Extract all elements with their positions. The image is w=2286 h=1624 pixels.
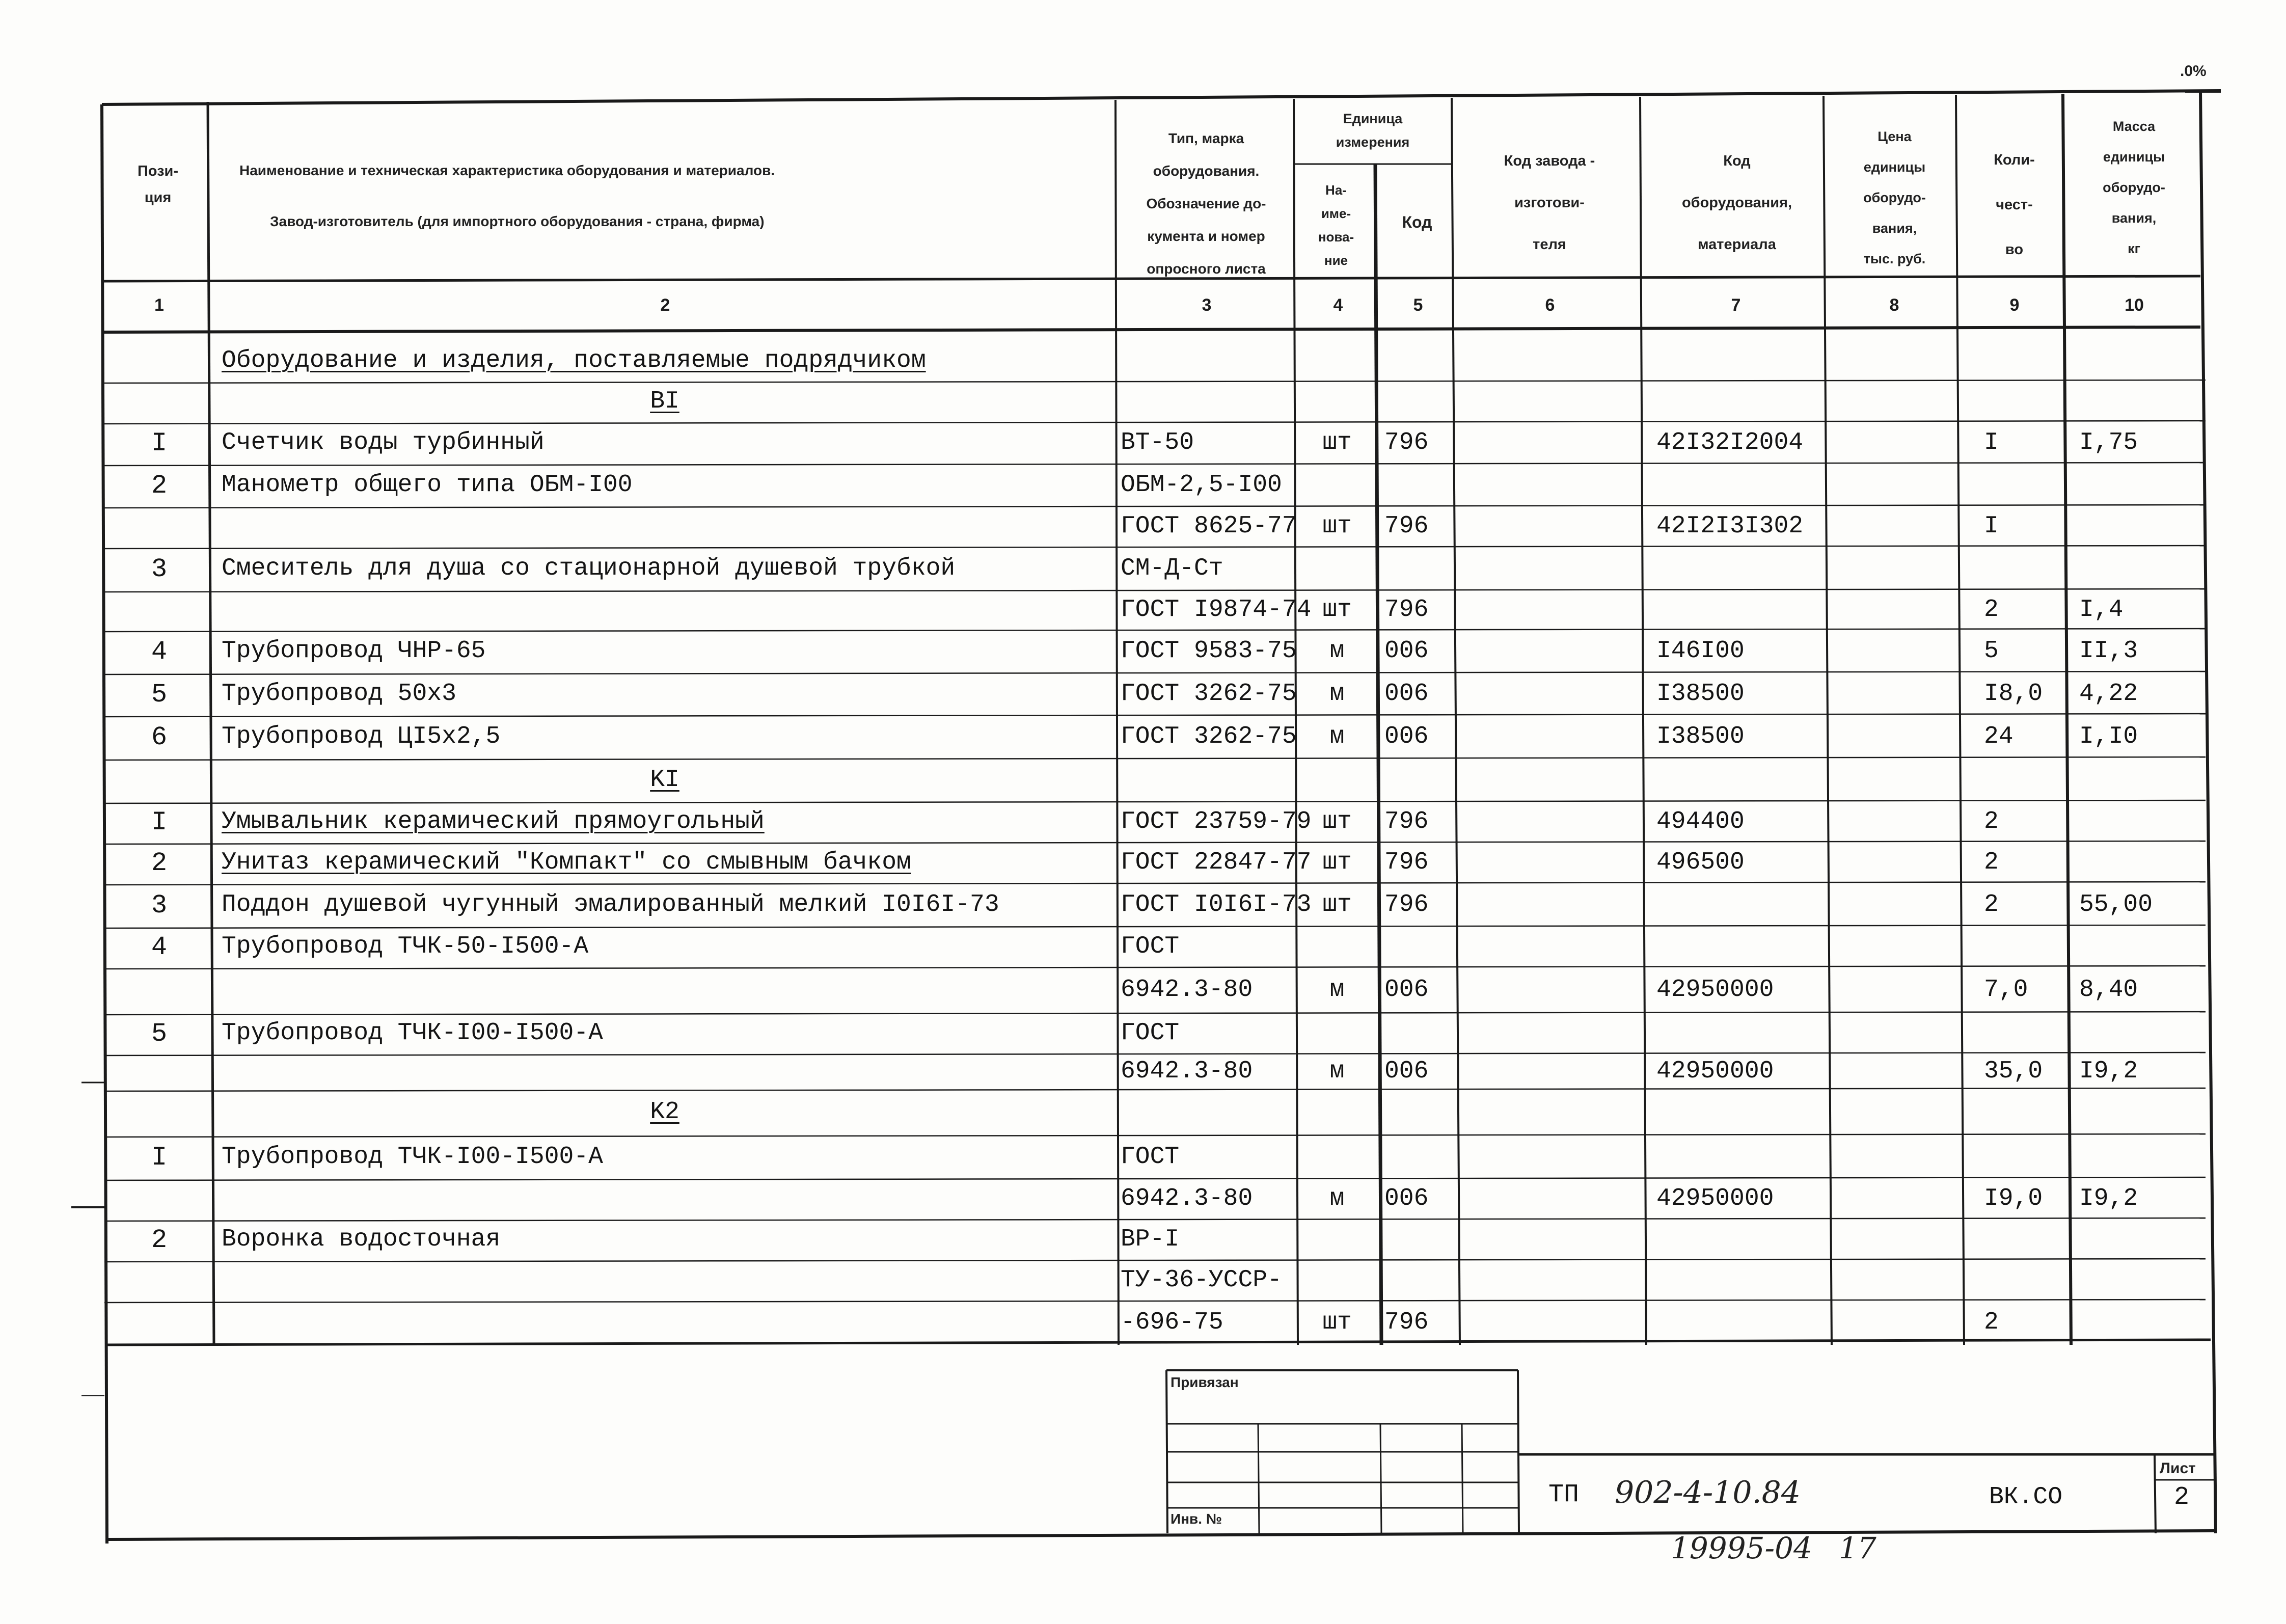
header-quantity-line: Коли-: [1994, 152, 2035, 168]
header-unit-name-line: На-: [1325, 182, 1347, 198]
header-position-line: ция: [144, 190, 172, 206]
row-divider: [104, 925, 2206, 928]
column-number: 6: [1545, 295, 1555, 315]
cell-pos: 5: [151, 679, 168, 710]
cell-name: Манометр общего типа ОБМ-I00: [222, 471, 633, 499]
header-price-line: Цена: [1877, 129, 1912, 144]
cell-equip-code: I38500: [1656, 680, 1745, 708]
cell-pos: I: [151, 1142, 168, 1173]
cell-unit-code: 006: [1384, 637, 1429, 665]
row-divider: [104, 505, 2206, 508]
cell-type: -696-75: [1121, 1308, 1223, 1336]
header-plant-line: изготови-: [1514, 195, 1585, 211]
cell-type: 6942.3-80: [1121, 1185, 1253, 1212]
cell-name: KI: [650, 766, 679, 794]
cell-unit-code: 796: [1384, 808, 1429, 835]
cell-pos: 4: [151, 637, 168, 667]
cell-qty: 2: [1984, 596, 1999, 624]
cell-pos: 4: [151, 932, 168, 962]
row-divider: [104, 1134, 2206, 1137]
cell-unit-code: 796: [1384, 512, 1429, 540]
row-divider: [104, 966, 2206, 969]
cell-qty: 2: [1984, 849, 1999, 876]
cell-equip-code: 494400: [1656, 808, 1745, 835]
cell-name: Умывальник керамический прямоугольный: [222, 808, 765, 835]
row-divider: [104, 629, 2206, 632]
row-divider: [104, 463, 2206, 466]
cell-type: ГОСТ I0I6I-73: [1121, 890, 1312, 918]
row-divider: [104, 757, 2206, 760]
header-plant-line: теля: [1533, 236, 1566, 253]
cell-qty: 2: [1984, 1308, 1999, 1336]
row-divider: [104, 421, 2206, 424]
header-name-line: Наименование и техническая характеристика оборудования и материалов.: [239, 163, 775, 178]
row-divider: [104, 1259, 2206, 1262]
header-type-line: Обозначение до-: [1146, 196, 1266, 211]
cell-pos: I: [151, 428, 168, 458]
cell-equip-code: 42I32I2004: [1656, 429, 1804, 456]
cell-unit: м: [1329, 722, 1345, 750]
header-unit-group: [1296, 107, 1449, 154]
header-plant-line: Код завода -: [1504, 153, 1595, 169]
cell-qty: I: [1984, 429, 1999, 456]
cell-name: Трубопровод ЧНР-65: [222, 637, 486, 665]
cell-name: Оборудование и изделия, поставляемые подрядчиком: [222, 347, 926, 374]
stamp-inv-no: Инв. №: [1171, 1511, 1222, 1527]
header-unit-line: Единица: [1343, 111, 1403, 126]
cell-name: Трубопровод ЦI5х2,5: [222, 722, 501, 750]
row-divider: [104, 714, 2206, 717]
header-type-line: Тип, марка: [1168, 130, 1244, 146]
cell-mass: I,4: [2079, 596, 2124, 624]
header-type: [1120, 122, 1293, 285]
stamp-sheet-label: Лист: [2160, 1460, 2196, 1477]
row-divider: [104, 380, 2206, 383]
cell-type: ОБМ-2,5-I00: [1121, 471, 1282, 499]
stamp-sheet-number: 2: [2174, 1483, 2190, 1512]
column-number: 10: [2125, 295, 2144, 315]
stamp-project-code: 902-4-10.84: [1615, 1475, 1801, 1510]
header-price-line: единицы: [1863, 159, 1926, 175]
cell-qty: 24: [1984, 722, 2013, 750]
cell-name: Трубопровод ТЧК-50-I500-А: [222, 933, 589, 960]
cell-unit: м: [1329, 1185, 1345, 1212]
cell-type: ГОСТ 23759-79: [1121, 808, 1312, 835]
cell-unit: шт: [1322, 512, 1352, 540]
header-name-line: Завод-изготовитель (для импортного оборудования - страна, фирма): [270, 213, 765, 229]
cell-unit-code: 006: [1384, 680, 1429, 708]
cell-name: K2: [650, 1098, 679, 1126]
cell-qty: 5: [1984, 637, 1999, 665]
cell-type: ГОСТ 3262-75: [1121, 722, 1297, 750]
cell-pos: 2: [151, 470, 168, 501]
column-number: 5: [1413, 295, 1423, 315]
row-divider: [104, 1052, 2206, 1055]
column-number: 3: [1202, 295, 1212, 315]
cell-equip-code: 42950000: [1656, 1058, 1774, 1085]
cell-name: Воронка водосточная: [222, 1226, 501, 1253]
cell-type: ГОСТ 9583-75: [1121, 637, 1297, 665]
cell-qty: 2: [1984, 890, 1999, 918]
cell-equip-code: 496500: [1656, 849, 1745, 876]
cell-name: Трубопровод ТЧК-I00-I500-А: [222, 1019, 603, 1047]
row-divider: [104, 882, 2206, 885]
cell-name: Счетчик воды турбинный: [222, 429, 545, 456]
cell-unit: шт: [1322, 596, 1352, 624]
cell-unit: м: [1329, 1058, 1345, 1085]
header-equipment-code: [1645, 140, 1829, 265]
cell-pos: 2: [151, 1225, 168, 1255]
header-quantity: [1962, 138, 2066, 272]
cell-mass: I,75: [2079, 429, 2138, 456]
cell-type: ГОСТ 3262-75: [1121, 680, 1297, 708]
stamp-doc-code: ВК.СО: [1989, 1483, 2063, 1511]
header-unit-line: измерения: [1336, 134, 1410, 150]
cell-type: ВР-I: [1121, 1226, 1180, 1253]
cell-type: ТУ-36-УССР-: [1121, 1266, 1282, 1294]
header-quantity-line: во: [2005, 241, 2024, 258]
cell-qty: I: [1984, 512, 1999, 540]
cell-name: Унитаз керамический "Компакт" со смывным бачком: [222, 849, 911, 876]
column-number: 7: [1731, 295, 1741, 315]
header-price-line: вания,: [1872, 221, 1917, 236]
cell-type: ГОСТ 22847-77: [1121, 849, 1312, 876]
cell-type: ГОСТ: [1121, 933, 1180, 960]
cell-type: ВТ-50: [1121, 429, 1194, 456]
header-type-line: кумента и номер: [1147, 228, 1265, 244]
cell-unit-code: 006: [1384, 1185, 1429, 1212]
header-unit-name-line: име-: [1321, 206, 1351, 221]
row-divider: [104, 800, 2206, 803]
cell-qty: 2: [1984, 808, 1999, 835]
cell-unit-code: 006: [1384, 722, 1429, 750]
cell-equip-code: 42I2I3I302: [1656, 512, 1804, 540]
corner-mark: .0%: [2180, 63, 2207, 79]
cell-type: ГОСТ 8625-77: [1121, 512, 1297, 540]
header-type-line: оборудования.: [1153, 163, 1260, 179]
cell-pos: 5: [151, 1019, 168, 1049]
cell-pos: 3: [151, 554, 168, 584]
cell-unit: шт: [1322, 808, 1352, 835]
header-position-line: Пози-: [137, 163, 179, 179]
header-price: [1830, 121, 1960, 274]
column-number: 1: [154, 295, 164, 315]
cell-type: 6942.3-80: [1121, 1058, 1253, 1085]
cell-type: ГОСТ: [1121, 1019, 1180, 1047]
cell-qty: 35,0: [1984, 1058, 2043, 1085]
header-equipment-line: Код: [1723, 153, 1751, 169]
cell-unit-code: 796: [1384, 1308, 1429, 1336]
row-divider: [104, 1088, 2206, 1091]
cell-unit: м: [1329, 680, 1345, 708]
header-mass-line: Масса: [2112, 119, 2156, 134]
cell-equip-code: I38500: [1656, 722, 1745, 750]
cell-mass: II,3: [2079, 637, 2138, 665]
cell-type: ГОСТ: [1121, 1143, 1180, 1171]
cell-unit: шт: [1322, 429, 1352, 456]
cell-name: Трубопровод ТЧК-I00-I500-А: [222, 1143, 603, 1171]
header-equipment-line: оборудования,: [1681, 195, 1792, 211]
cell-unit: м: [1329, 976, 1345, 1004]
header-type-line: опросного листа: [1147, 261, 1266, 277]
cell-name: Смеситель для душа со стационарной душевой трубкой: [222, 554, 956, 582]
cell-name: Поддон душевой чугунный эмалированный мелкий I0I6I-73: [222, 890, 999, 918]
cell-unit: шт: [1322, 1308, 1352, 1336]
header-price-line: оборудо-: [1863, 190, 1926, 205]
header-mass-line: кг: [2128, 241, 2140, 256]
cell-unit-code: 006: [1384, 1058, 1429, 1085]
cell-unit-code: 796: [1384, 429, 1429, 456]
header-mass-line: оборудо-: [2103, 180, 2165, 195]
cell-qty: 7,0: [1984, 976, 2028, 1004]
column-number: 2: [660, 295, 670, 315]
cell-pos: 6: [151, 722, 168, 752]
header-name: [219, 145, 1110, 247]
footer-archive-number: 19995-04: [1671, 1531, 1812, 1565]
cell-unit: шт: [1322, 890, 1352, 918]
cell-mass: I9,2: [2079, 1185, 2138, 1212]
cell-mass: 8,40: [2079, 976, 2138, 1004]
cell-mass: 4,22: [2079, 680, 2138, 708]
cell-unit-code: 796: [1384, 849, 1429, 876]
cell-type: ГОСТ I9874-74: [1121, 596, 1312, 624]
cell-mass: I,I0: [2079, 722, 2138, 750]
header-mass: [2069, 111, 2199, 264]
column-number: 9: [2009, 295, 2020, 315]
cell-pos: 2: [151, 848, 168, 878]
row-divider: [104, 546, 2206, 549]
header-unit-name-line: ние: [1324, 253, 1348, 268]
cell-pos: I: [151, 807, 168, 837]
header-unit-code: Код: [1402, 213, 1432, 231]
cell-qty: I8,0: [1984, 680, 2043, 708]
cell-type: СМ-Д-Ст: [1121, 554, 1223, 582]
cell-unit: шт: [1322, 849, 1352, 876]
cell-mass: 55,00: [2079, 890, 2153, 918]
column-number: 8: [1889, 295, 1899, 315]
header-quantity-line: чест-: [1996, 197, 2033, 213]
cell-unit: м: [1329, 637, 1345, 665]
header-plant-code: [1458, 140, 1641, 265]
row-divider: [104, 1177, 2206, 1180]
cell-qty: I9,0: [1984, 1185, 2043, 1212]
cell-unit-code: 006: [1384, 976, 1429, 1004]
cell-pos: 3: [151, 890, 168, 921]
header-mass-line: единицы: [2103, 149, 2165, 165]
header-equipment-line: материала: [1698, 236, 1776, 253]
row-divider: [104, 671, 2206, 674]
footer-page-index: 17: [1839, 1531, 1876, 1565]
cell-unit-code: 796: [1384, 890, 1429, 918]
header-unit-name-line: нова-: [1318, 229, 1354, 245]
cell-mass: I9,2: [2079, 1058, 2138, 1085]
cell-equip-code: 42950000: [1656, 1185, 1774, 1212]
cell-name: BI: [650, 388, 679, 415]
header-position: [110, 158, 206, 211]
column-number: 4: [1333, 295, 1343, 315]
cell-equip-code: I46I00: [1656, 637, 1745, 665]
stamp-project-prefix: ТП: [1548, 1480, 1580, 1509]
header-mass-line: вания,: [2111, 210, 2157, 226]
row-divider: [104, 1012, 2206, 1015]
row-divider: [104, 1218, 2206, 1221]
row-divider: [104, 1300, 2206, 1303]
cell-equip-code: 42950000: [1656, 976, 1774, 1004]
header-price-line: тыс. руб.: [1863, 251, 1926, 266]
cell-unit-code: 796: [1384, 596, 1429, 624]
cell-name: Трубопровод 50х3: [222, 680, 456, 708]
row-divider: [104, 589, 2206, 592]
cell-type: 6942.3-80: [1121, 976, 1253, 1004]
header-unit-name: [1298, 178, 1374, 272]
stamp-privyazan: Привязан: [1171, 1374, 1239, 1390]
row-divider: [104, 841, 2206, 844]
